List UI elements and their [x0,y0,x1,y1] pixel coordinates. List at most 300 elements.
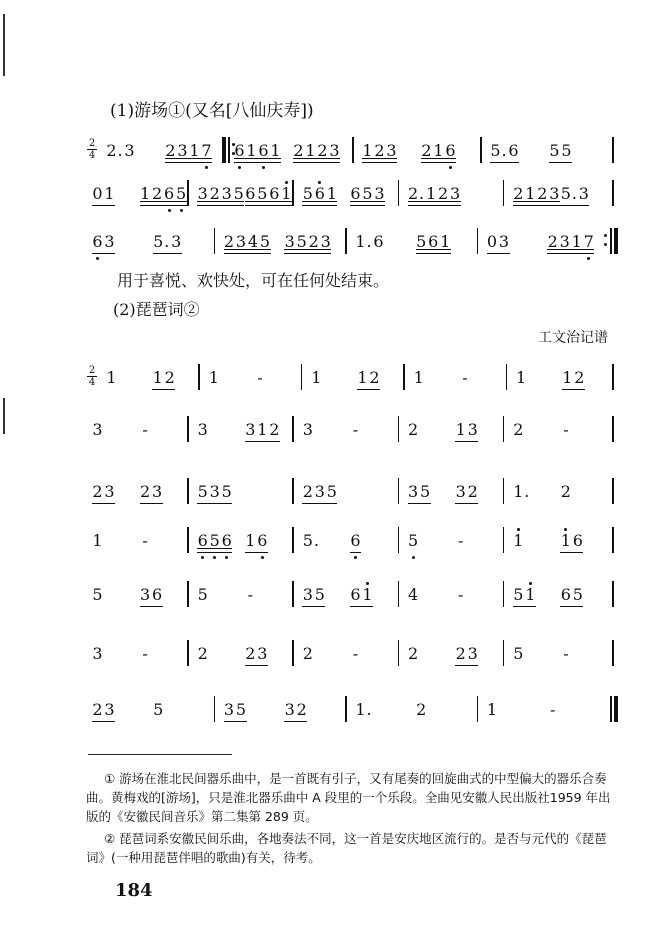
beam-group [421,141,456,160]
note-digit: 1 [152,368,163,387]
barline [612,180,614,206]
note-digit: 2 [408,644,419,663]
beam-group [416,700,427,719]
note-digit: 1 [245,531,256,550]
note-digit: - [142,531,148,550]
beam-group [106,141,135,160]
note-digit: 3 [104,482,115,501]
beam-group [560,184,589,203]
note-digit: 5 [259,232,271,251]
beam-group [490,141,519,160]
note-group [255,368,266,387]
barline [352,137,354,163]
time-signature: $\frac{2}{4}$ [88,138,96,161]
beam-group [408,531,419,550]
note-digit: 1 [311,368,322,387]
note-group [513,585,536,604]
beam-group [513,585,536,604]
note-digit: 2 [106,141,117,160]
note-digit: 1 [513,531,524,550]
note-group [284,232,331,251]
note-group [234,141,281,160]
barline [292,527,294,553]
note-digit: 5 [362,184,373,203]
note-group [140,482,163,501]
barline [503,180,505,206]
note-digit: - [352,644,359,663]
note-group [197,420,208,439]
note-digit: - [142,420,148,439]
barline [345,228,347,254]
note-group [302,184,337,203]
note-group [459,368,470,387]
note-digit: 6 [350,531,361,550]
beam-group [224,700,247,719]
note-digit: 3 [223,700,235,719]
note-digit: 6 [197,531,208,550]
note-digit: 5 [302,184,313,203]
note-digit: 2 [455,644,466,663]
augmentation-dot: . [524,482,530,501]
notation-line [0,644,655,670]
note-digit: 5 [296,232,307,251]
beam-group [362,141,397,160]
note-digit: 5 [221,482,232,501]
note-digit: 2 [317,141,328,160]
augmentation-dot: . [571,184,577,203]
note-group [416,232,451,251]
note-digit: 1 [413,368,424,387]
note-digit: 3 [104,700,115,719]
note-group [311,368,322,387]
barline [612,137,614,163]
barline [398,416,400,442]
beam-group [408,482,431,501]
note-group [562,368,585,387]
note-digit: 2 [438,184,449,203]
note-digit: 3 [92,644,103,663]
note-digit: 2 [560,482,571,501]
note-group [140,184,187,203]
note-digit: 1 [355,232,366,251]
note-digit: 2 [408,184,419,203]
notation-line [0,585,655,611]
beam-group [455,420,478,439]
beam-group [408,184,461,203]
note-digit: - [247,585,253,604]
note-digit: 3 [257,644,268,663]
note-digit: 7 [201,141,212,160]
note-digit: 7 [583,232,594,251]
note-digit: 4 [408,585,419,604]
beam-group [302,184,337,203]
note-group [92,232,115,251]
note-group [245,531,268,550]
barline [477,696,479,722]
note-group [152,368,175,387]
barline [398,478,400,504]
barline [503,581,505,607]
note-digit: 0 [92,184,103,203]
beam-group [408,644,419,663]
beam-group [350,644,361,663]
note-group [153,700,164,719]
note-group [92,585,103,604]
note-digit: 6 [152,585,163,604]
note-digit: 5 [235,700,247,719]
note-digit: 5 [314,585,325,604]
note-digit: 3 [320,232,331,251]
beam-group [140,184,187,203]
barline [292,180,294,206]
beam-group [513,420,524,439]
section2-credit: 工文治记谱 [538,330,608,346]
notation-line [0,138,655,167]
note-digit: 6 [234,141,245,160]
note-digit: 3 [197,184,208,203]
note-digit: 3 [559,232,570,251]
note-digit: 2 [293,141,304,160]
note-digit: 1 [189,141,200,160]
note-digit: 1 [516,368,527,387]
note-digit: 3 [302,420,313,439]
note-group [362,141,397,160]
note-digit: 2 [296,700,307,719]
note-digit: 1 [355,700,366,719]
beam-group [153,232,182,251]
barline [187,180,189,206]
barline [187,416,189,442]
note-digit: 5 [513,644,524,663]
note-group [547,232,594,251]
beam-group [350,184,385,203]
beam-group [224,232,271,251]
beam-group [516,368,527,387]
beam-group [92,420,103,439]
note-digit: 1 [560,531,571,550]
beam-group [153,700,164,719]
note-group [208,368,219,387]
note-group [92,482,115,501]
note-digit: - [457,585,464,604]
note-group [302,644,313,663]
augmentation-dot: . [501,141,507,160]
barline [398,180,400,206]
note-digit: 2 [547,232,558,251]
note-digit: 1 [326,184,337,203]
barline [187,581,189,607]
barline [612,478,614,504]
barline [345,696,347,722]
note-digit: 2 [165,141,176,160]
augmentation-dot: . [419,184,425,203]
note-group [416,700,427,719]
note-digit: 1 [208,368,219,387]
beam-group [560,482,571,501]
note-group [455,482,478,501]
barline [398,640,400,666]
note-digit: 6 [350,585,361,604]
note-digit: 3 [408,482,419,501]
note-group [560,184,589,203]
beam-group [513,482,530,501]
note-digit: 6 [508,141,519,160]
note-digit: 2 [574,368,585,387]
note-digit: 6 [164,184,175,203]
note-digit: 1 [246,141,257,160]
note-group [513,420,524,439]
note-digit: 2 [164,368,175,387]
note-digit: - [142,644,148,663]
note-group [549,141,572,160]
beam-group [560,644,571,663]
augmentation-dot: . [164,232,170,251]
note-group [302,482,337,501]
note-digit: 2 [245,644,256,663]
beam-group [245,420,280,439]
barline [403,364,405,390]
beam-group [106,368,117,387]
beam-group [92,482,115,501]
note-digit: 5 [490,141,501,160]
beam-group [408,585,419,604]
beam-group [245,184,292,203]
note-digit: 6 [373,232,384,251]
beam-group [302,585,325,604]
note-group [293,141,340,160]
beam-group [513,184,560,203]
note-digit: 2 [209,184,220,203]
note-group [106,141,135,160]
beam-group [416,232,451,251]
note-group [487,700,498,719]
note-digit: 5 [176,184,187,203]
note-digit: 4 [247,232,259,251]
section1-title: (1)游场①(又名[八仙庆寿]) [110,101,314,121]
note-group [455,585,466,604]
note-group [197,184,244,203]
note-group [455,420,478,439]
note-digit: 2 [369,368,380,387]
note-digit: 2 [537,184,548,203]
note-digit: 3 [302,585,313,604]
note-digit: 6 [258,141,269,160]
note-digit: 3 [314,482,325,501]
beam-group [350,531,361,550]
note-group [140,644,151,663]
note-digit: 1 [357,368,368,387]
note-digit: 1 [362,141,373,160]
beam-group [152,368,175,387]
barline [398,527,400,553]
barline [292,640,294,666]
note-digit: 5 [233,184,244,203]
note-digit: - [457,531,464,550]
note-group [513,531,524,550]
note-digit: 5 [92,585,103,604]
beam-group [293,141,340,160]
barline [612,581,614,607]
beam-group [560,531,583,550]
note-digit: 5 [153,232,164,251]
note-digit: 1 [106,368,117,387]
barline [612,640,614,666]
footnote-2: ② 琵琶词系安徽民间乐曲，各地奏法不同，这一首是安庆地区流行的。是否与元代的《琵琶词》(一种用琵琶伴唱的歌曲)有关，待考。 [86,831,607,865]
note-group [302,531,319,550]
beam-group [487,700,498,719]
note-digit: 3 [284,700,295,719]
beam-group [455,585,466,604]
note-group [455,531,466,550]
note-digit: - [257,368,263,387]
note-digit: 2 [302,482,313,501]
note-digit: 5 [560,184,571,203]
note-digit: 1 [525,585,536,604]
beam-group [355,700,372,719]
note-group [140,531,151,550]
note-group [350,184,385,203]
notation-line [0,482,655,508]
note-digit: 3 [467,420,478,439]
note-digit: 5 [302,531,313,550]
barline [292,581,294,607]
note-digit: - [462,368,468,387]
note-group [302,420,313,439]
note-group [92,644,103,663]
note-group [408,531,419,550]
barline [503,527,505,553]
note-group [140,420,151,439]
footnote-1: ① 游场在淮北民间器乐曲中，是一首既有引子，又有尾奏的回旋曲式的中型偏大的器乐合奏曲。黄梅戏的[游场]，只是淮北器乐曲中 A 段里的一个乐段。全曲见安徽人民出版社1959 年出版的《安徽民间音乐》第二集第 289 页。 [86,771,611,824]
beam-group [197,482,232,501]
barline [506,364,508,390]
note-group [355,232,384,251]
barline [398,581,400,607]
beam-group [197,420,208,439]
beam-group [455,482,478,501]
note-digit: 3 [124,141,135,160]
note-digit: 3 [92,420,103,439]
barline [292,416,294,442]
beam-group [92,700,115,719]
note-digit: 2 [269,420,280,439]
note-digit: 1 [362,585,373,604]
beam-group [92,232,115,251]
beam-group [455,531,466,550]
beam-group [549,141,572,160]
note-digit: 5 [549,141,560,160]
note-digit: 1 [486,700,498,719]
note-digit: 1 [562,368,573,387]
note-group [487,232,510,251]
beam-group [284,232,331,251]
barline [214,696,216,722]
note-digit: 5 [257,184,268,203]
note-group [106,368,117,387]
note-group [408,420,419,439]
barline [503,640,505,666]
note-digit: 1 [257,420,268,439]
barline [612,527,614,553]
note-digit: 1 [281,184,292,203]
note-group [513,184,560,203]
note-digit: 1 [455,420,466,439]
note-digit: 3 [450,184,461,203]
beam-group [547,232,594,251]
note-digit: 1 [426,184,437,203]
barline [503,416,505,442]
page-number: 184 [115,880,153,901]
note-digit: 3 [578,184,589,203]
note-group [245,420,280,439]
augmentation-dot: . [366,232,372,251]
note-digit: 5 [420,482,431,501]
beam-group [197,531,232,550]
note-digit: 1 [140,184,151,203]
note-group [513,482,530,501]
note-digit: 6 [221,531,232,550]
time-signature: $\frac{2}{4}$ [88,365,96,388]
note-digit: 2 [308,232,319,251]
note-group [408,585,419,604]
note-digit: 1 [104,184,115,203]
beam-group [165,141,212,160]
beam-group [513,644,524,663]
beam-group [234,141,281,160]
beam-group [513,531,524,550]
beam-group [560,420,571,439]
augmentation-dot: . [117,141,123,160]
beam-group [197,585,208,604]
beam-group [560,585,583,604]
beam-group [255,368,266,387]
note-group [153,232,182,251]
section2-title: (2)琵琶词② [113,300,200,319]
beam-group [140,585,163,604]
note-digit: 3 [284,232,295,251]
note-digit: 3 [549,184,560,203]
barline [480,137,482,163]
note-digit: 6 [269,184,280,203]
notation-line [0,420,655,446]
note-digit: - [352,420,359,439]
beam-group [245,585,256,604]
augmentation-dot: . [313,531,319,550]
beam-group [197,184,244,203]
note-digit: 6 [350,184,361,203]
note-digit: 6 [92,232,103,251]
note-group [350,644,361,663]
note-group [560,420,571,439]
note-group [302,585,325,604]
note-digit: 3 [455,482,466,501]
notation-line [0,531,655,557]
note-digit: 5 [572,585,583,604]
note-digit: 6 [445,141,456,160]
beam-group [302,482,337,501]
note-digit: 2 [92,482,103,501]
note-group [92,184,115,203]
beam-group [350,420,361,439]
beam-group [302,531,319,550]
note-group [197,644,208,663]
note-digit: 3 [209,482,220,501]
footnote-separator [88,754,232,755]
beam-group [208,368,219,387]
note-digit: 1 [305,141,316,160]
note-digit: 6 [257,531,268,550]
barline [187,640,189,666]
